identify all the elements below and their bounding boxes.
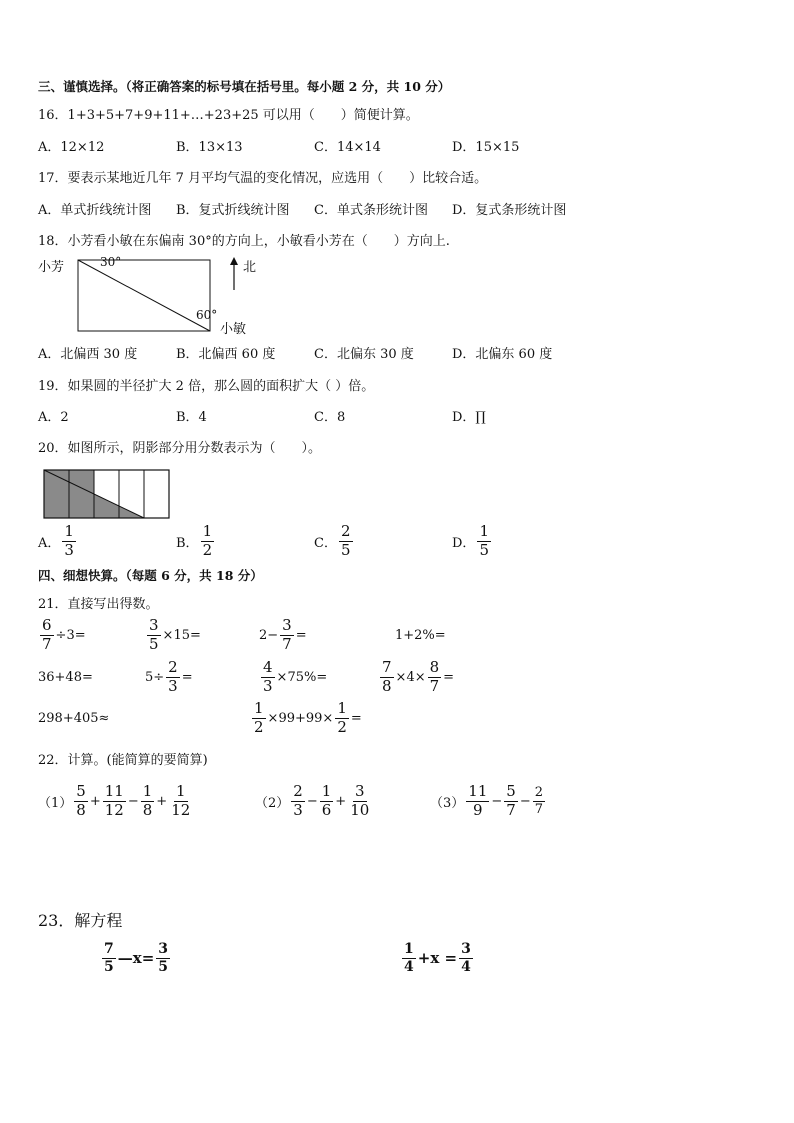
question-19-stem: 19．如果圆的半径扩大 2 倍，那么圆的面积扩大（ ）倍。	[38, 379, 375, 394]
q23-equation-2: $\frac{1}{4}$ +x = $\frac{3}{4}$	[404, 941, 471, 975]
q18-option-a: A．北偏西 30 度	[38, 347, 138, 362]
option-letter: B．	[176, 535, 199, 551]
fraction: $\frac{1}{3}$	[64, 522, 74, 559]
q20-option-a	[38, 524, 78, 559]
q21-expr-10: $\frac{1}{2}$ ×99+99× $\frac{1}{2}$ =	[254, 699, 362, 736]
angle-30-label: 30°	[100, 255, 122, 269]
q21-expr-6: 5÷ $\frac{2}{3}$ =	[145, 658, 193, 695]
q22-problem-3: （3） $\frac{11}{9}$ − $\frac{5}{7}$ − $\frac{2}{7}$	[430, 782, 544, 819]
angle-60-label: 60°	[196, 308, 218, 322]
q20-option-d	[452, 524, 493, 559]
q16-option-c: C．14×14	[314, 140, 381, 155]
q17-option-b: B．复式折线统计图	[176, 203, 290, 218]
q18-option-c: C．北偏东 30 度	[314, 347, 414, 362]
section-3-heading: 三、谨慎选择。（将正确答案的标号填在括号里。每小题 2 分，共 10 分）	[38, 79, 451, 94]
label-north: 北	[243, 260, 257, 275]
question-20-stem: 20．如图所示，阴影部分用分数表示为（ ）。	[38, 441, 322, 456]
q21-expr-9: 298+405≈	[38, 711, 110, 726]
q20-figure	[44, 470, 170, 524]
q16-option-b: B．13×13	[176, 140, 243, 155]
question-18-stem: 18．小芳看小敏在东偏南 30°的方向上，小敏看小芳在（ ）方向上.	[38, 234, 450, 249]
fraction: $\frac{2}{5}$	[340, 522, 351, 559]
q18-figure	[38, 256, 268, 340]
label-xiaofang: 小芳	[38, 260, 65, 275]
q22-problem-2: （2） $\frac{2}{3}$ − $\frac{1}{6}$ + $\frac{3}{10}$	[255, 782, 370, 819]
q20-option-b	[176, 524, 216, 559]
q16-option-a: A．12×12	[38, 140, 105, 155]
q19-option-b: B．4	[176, 410, 207, 425]
question-16-stem: 16．1+3+5+7+9+11+…+23+25 可以用（ ）简便计算。	[38, 108, 419, 123]
question-21-stem: 21．直接写出得数。	[38, 597, 159, 612]
question-17-stem: 17．要表示某地近几年 7 月平均气温的变化情况，应选用（ ）比较合适。	[38, 171, 488, 186]
q18-option-d: D．北偏东 60 度	[452, 347, 553, 362]
q17-option-d: D．复式条形统计图	[452, 203, 567, 218]
q23-equation-1: $\frac{7}{5}$ —x= $\frac{3}{5}$	[104, 941, 169, 975]
label-xiaomin: 小敏	[220, 322, 247, 337]
option-letter: D．	[452, 535, 476, 551]
q22-problem-1: （1） $\frac{5}{8}$ + $\frac{11}{12}$ − $\frac{1}{8}$ + $\frac{1}{12}$	[38, 782, 191, 819]
q17-option-a: A．单式折线统计图	[38, 203, 152, 218]
q17-option-c: C．单式条形统计图	[314, 203, 428, 218]
q21-expr-3: 2− $\frac{3}{7}$ =	[259, 616, 307, 653]
q21-expr-8: $\frac{7}{8}$ ×4× $\frac{8}{7}$ =	[382, 658, 455, 695]
question-22-stem: 22．计算。(能简算的要简算)	[38, 753, 208, 768]
q20-option-c	[314, 524, 355, 559]
q21-expr-2: $\frac{3}{5}$ ×15=	[149, 616, 201, 653]
q19-option-c: C．8	[314, 410, 346, 425]
option-letter: C．	[314, 535, 337, 551]
diagram-diagonal	[78, 260, 210, 331]
q19-option-a: A．2	[38, 410, 69, 425]
q19-option-d: D．∏	[452, 410, 486, 425]
q21-expr-4: 1+2%=	[395, 628, 446, 643]
q16-option-d: D．15×15	[452, 140, 520, 155]
section-4-heading: 四、细想快算。（每题 6 分，共 18 分）	[38, 568, 263, 583]
north-arrow-head	[230, 257, 238, 265]
q21-expr-5: 36+48=	[38, 670, 93, 685]
fraction: $\frac{1}{2}$	[202, 522, 213, 559]
shaded-rectangle-diagram	[44, 470, 170, 520]
q21-expr-1: $\frac{6}{7}$ ÷3=	[42, 616, 86, 653]
q18-option-b: B．北偏西 60 度	[176, 347, 276, 362]
q21-expr-7: $\frac{4}{3}$ ×75%=	[263, 658, 328, 695]
fraction: $\frac{1}{5}$	[479, 522, 489, 559]
question-23-stem: 23．解方程	[38, 911, 123, 930]
option-letter: A．	[38, 535, 61, 551]
